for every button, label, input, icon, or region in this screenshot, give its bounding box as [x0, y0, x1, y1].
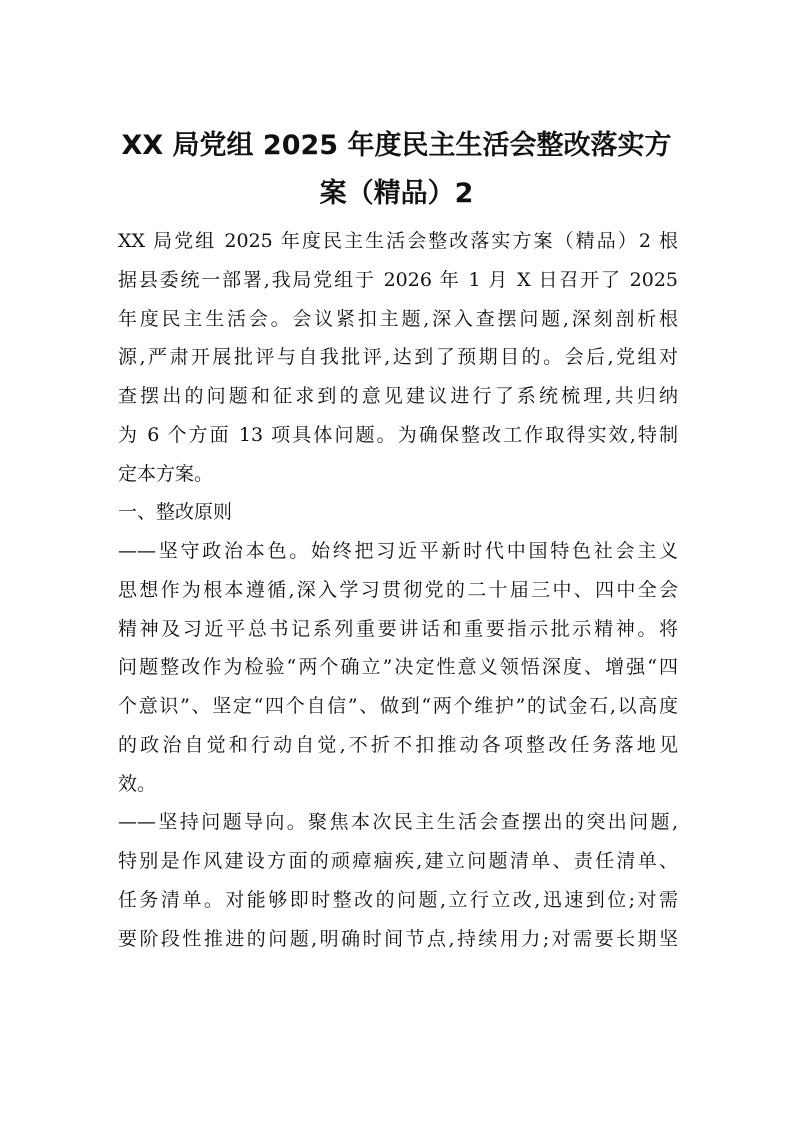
paragraph-line: 年度民主生活会。会议紧扣主题,深入查摆问题,深刻剖析根: [118, 307, 678, 330]
paragraph-line: 任务清单。对能够即时整改的问题,立行立改,迅速到位;对需: [118, 888, 678, 911]
paragraph-line: 个意识”、坚定“四个自信”、做到“两个维护”的试金石,以高度: [118, 695, 678, 717]
paragraph-line: 特别是作风建设方面的顽瘴痼疾,建立问题清单、责任清单、: [118, 850, 678, 872]
paragraph-line: 据县委统一部署,我局党组于 2026 年 1 月 X 日召开了 2025: [118, 268, 678, 291]
paragraph-line: XX 局党组 2025 年度民主生活会整改落实方案（精品）2 根: [118, 230, 678, 252]
paragraph-line: 定本方案。: [118, 462, 214, 485]
paragraph-line: 的政治自觉和行动自觉,不折不扣推动各项整改任务落地见: [118, 733, 678, 756]
paragraph-line: 问题整改作为检验“两个确立”决定性意义领悟深度、增强“四: [118, 656, 678, 679]
section-heading: 一、整改原则: [118, 501, 233, 524]
paragraph-line: ——坚守政治本色。始终把习近平新时代中国特色社会主义: [118, 540, 678, 562]
paragraph-line: 查摆出的问题和征求到的意见建议进行了系统梳理,共归纳: [118, 385, 678, 407]
paragraph-line: 源,严肃开展批评与自我批评,达到了预期目的。会后,党组对: [118, 346, 678, 369]
document-title-line-2: 案（精品）2: [319, 178, 474, 209]
paragraph-line: 为 6 个方面 13 项具体问题。为确保整改工作取得实效,特制: [118, 423, 678, 446]
paragraph-line: 精神及习近平总书记系列重要讲话和重要指示批示精神。将: [118, 617, 678, 640]
paragraph-line: 要阶段性推进的问题,明确时间节点,持续用力;对需要长期坚: [118, 927, 678, 950]
document-title-line-1: XX 局党组 2025 年度民主生活会整改落实方: [121, 130, 672, 161]
paragraph-line: 效。: [118, 772, 157, 795]
paragraph-line: ——坚持问题导向。聚焦本次民主生活会查摆出的突出问题,: [118, 811, 678, 834]
paragraph-line: 思想作为根本遵循,深入学习贯彻党的二十届三中、四中全会: [118, 578, 678, 601]
